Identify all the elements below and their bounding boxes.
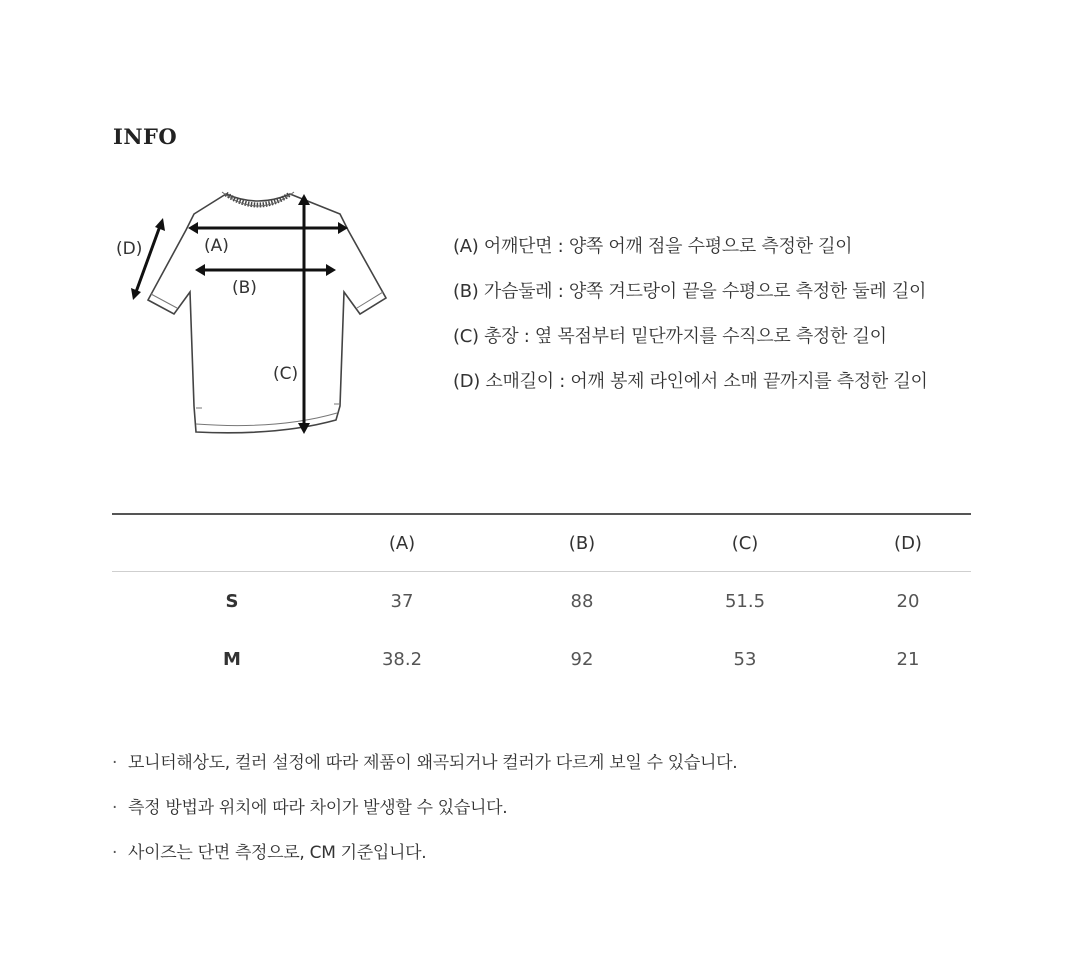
value-b: 92 — [570, 648, 594, 670]
value-c: 51.5 — [724, 590, 766, 612]
label-c: (C) — [273, 364, 299, 384]
notice-text: 모니터해상도, 컬러 설정에 따라 제품이 왜곡되거나 컬러가 다르게 보일 수 있습니다. — [128, 753, 738, 773]
measurement-definitions — [453, 232, 928, 412]
tshirt-outline — [148, 194, 386, 433]
header-d: (D) — [894, 532, 922, 554]
section-heading: INFO — [113, 124, 178, 149]
notice-list — [112, 748, 737, 883]
bullet-icon: · — [112, 843, 118, 863]
definition-d: (D) 소매길이 : 어깨 봉제 라인에서 소매 끝까지를 측정한 길이 — [453, 371, 928, 392]
size-table — [112, 513, 971, 688]
definition-a: (A) 어깨단면 : 양쪽 어깨 점을 수평으로 측정한 길이 — [453, 236, 853, 257]
definition-c: (C) 총장 : 옆 목점부터 밑단까지를 수직으로 측정한 길이 — [453, 326, 887, 347]
table-row — [112, 572, 971, 630]
table-header-row — [112, 515, 971, 572]
bullet-icon: · — [112, 798, 118, 818]
notice-text: 사이즈는 단면 측정으로, CM 기준입니다. — [128, 843, 427, 863]
header-a: (A) — [388, 532, 416, 554]
tshirt-measurement-diagram — [108, 180, 408, 450]
label-d: (D) — [116, 239, 143, 259]
value-a: 37 — [390, 590, 414, 612]
notice-text: 측정 방법과 위치에 따라 차이가 발생할 수 있습니다. — [128, 798, 508, 818]
notice-item — [112, 838, 737, 883]
value-a: 38.2 — [381, 648, 423, 670]
label-b: (B) — [232, 278, 257, 298]
value-d: 21 — [896, 648, 920, 670]
size-label: M — [223, 648, 241, 670]
header-c: (C) — [731, 532, 759, 554]
value-c: 53 — [733, 648, 757, 670]
size-label: S — [225, 590, 239, 612]
value-d: 20 — [896, 590, 920, 612]
table-row — [112, 630, 971, 688]
bullet-icon: · — [112, 753, 118, 773]
notice-item — [112, 748, 737, 793]
label-a: (A) — [204, 236, 229, 256]
definition-b: (B) 가슴둘레 : 양쪽 겨드랑이 끝을 수평으로 측정한 둘레 길이 — [453, 281, 927, 302]
notice-item — [112, 793, 737, 838]
value-b: 88 — [570, 590, 594, 612]
header-b: (B) — [568, 532, 596, 554]
